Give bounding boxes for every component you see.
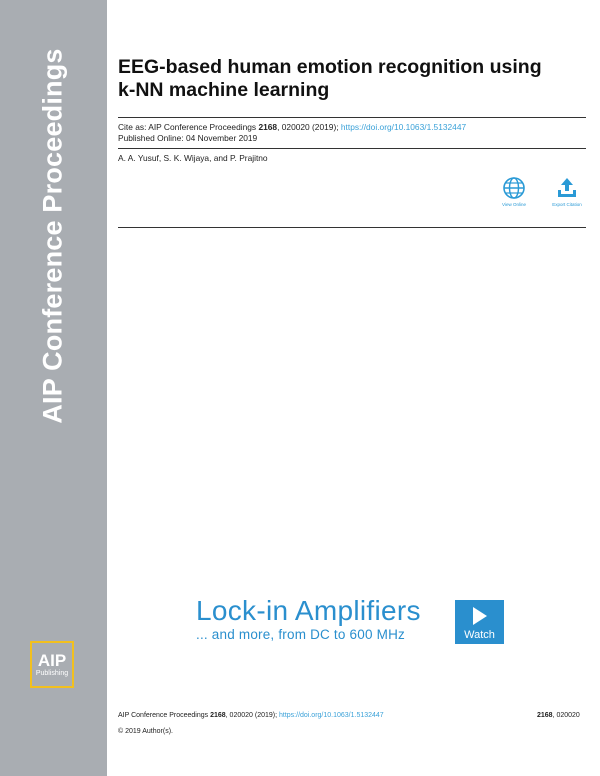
cite-volume: 2168 (258, 122, 278, 132)
play-icon (473, 607, 487, 625)
logo-aip-text: AIP (37, 650, 67, 670)
footer-page-volume: 2168 (537, 712, 553, 719)
logo-publishing-text: Publishing (35, 669, 69, 677)
sidebar (0, 0, 107, 776)
published-date: Published Online: 04 November 2019 (118, 133, 258, 143)
globe-icon (502, 176, 526, 200)
footer-citation (118, 712, 384, 719)
divider (118, 117, 586, 118)
footer-rest: , 020020 (2019); (225, 712, 279, 719)
watch-label: Watch (464, 629, 495, 641)
export-citation-label: Export Citation (552, 202, 582, 207)
divider (118, 148, 586, 149)
ad-subtitle: ... and more, from DC to 600 MHz (196, 627, 405, 642)
authors: A. A. Yusuf, S. K. Wijaya, and P. Prajitno (118, 153, 268, 163)
footer-page (537, 712, 580, 719)
copyright: © 2019 Author(s). (118, 728, 173, 735)
view-online-label: View Online (502, 202, 526, 207)
footer-prefix: AIP Conference Proceedings (118, 712, 211, 719)
ad-title: Lock-in Amplifiers (196, 595, 421, 626)
footer-volume: 2168 (210, 712, 226, 719)
advertisement[interactable] (196, 596, 421, 642)
aip-publishing-logo[interactable] (30, 641, 74, 688)
doi-link[interactable]: https://doi.org/10.1063/1.5132447 (340, 122, 467, 132)
divider (118, 227, 586, 228)
footer-page-number: , 020020 (552, 712, 580, 719)
paper-title: EEG-based human emotion recognition using k-NN machine learning (118, 56, 542, 101)
export-icon (555, 176, 579, 200)
cite-rest: , 020020 (2019); (277, 122, 341, 132)
footer-doi-link[interactable]: https://doi.org/10.1063/1.5132447 (279, 712, 384, 719)
cite-prefix: Cite as: AIP Conference Proceedings (118, 122, 259, 132)
watch-button[interactable] (455, 600, 504, 644)
view-online-button[interactable] (494, 176, 534, 207)
citation-line (118, 122, 466, 133)
journal-name: AIP Conference Proceedings (37, 48, 68, 424)
export-citation-button[interactable] (546, 176, 588, 207)
